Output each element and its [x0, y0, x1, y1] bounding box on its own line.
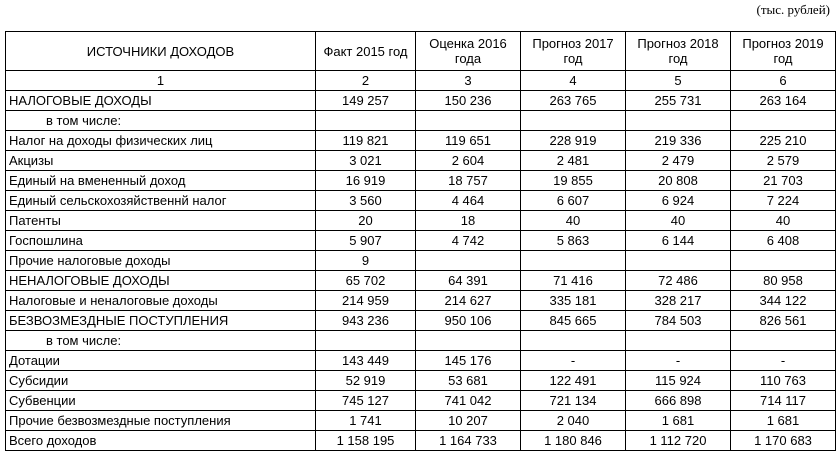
table-cell: 115 924: [626, 371, 731, 391]
table-cell: [626, 111, 731, 131]
table-cell: [731, 111, 836, 131]
table-row: [6, 251, 836, 271]
table-cell: 2 040: [521, 411, 626, 431]
table-cell: 5 907: [316, 231, 416, 251]
table-cell: -: [521, 351, 626, 371]
table-cell: 20 808: [626, 171, 731, 191]
row-label: Единый на вмененный доход: [6, 171, 316, 191]
table-row: [6, 91, 836, 111]
table-cell: 1 112 720: [626, 431, 731, 451]
table-cell: 228 919: [521, 131, 626, 151]
row-label: в том числе:: [6, 331, 316, 351]
table-cell: 219 336: [626, 131, 731, 151]
row-label: Единый сельскохозяйственнй налог: [6, 191, 316, 211]
table-cell: 72 486: [626, 271, 731, 291]
table-cell: 110 763: [731, 371, 836, 391]
table-cell: 40: [731, 211, 836, 231]
table-cell: 1 158 195: [316, 431, 416, 451]
table-cell: [626, 251, 731, 271]
table-row: [6, 271, 836, 291]
row-label: Субсидии: [6, 371, 316, 391]
table-cell: 143 449: [316, 351, 416, 371]
table-cell: 2 481: [521, 151, 626, 171]
column-header: ИСТОЧНИКИ ДОХОДОВ: [6, 32, 316, 71]
row-label: НАЛОГОВЫЕ ДОХОДЫ: [6, 91, 316, 111]
row-label: в том числе:: [6, 111, 316, 131]
table-cell: 335 181: [521, 291, 626, 311]
table-cell: 52 919: [316, 371, 416, 391]
table-row: [6, 191, 836, 211]
column-number: 3: [416, 71, 521, 91]
row-label: Прочие налоговые доходы: [6, 251, 316, 271]
table-cell: 9: [316, 251, 416, 271]
row-label: Госпошлина: [6, 231, 316, 251]
table-cell: [731, 331, 836, 351]
table-row: [6, 291, 836, 311]
table-row: [6, 431, 836, 451]
table-cell: 20: [316, 211, 416, 231]
table-cell: 18: [416, 211, 521, 231]
row-label: НЕНАЛОГОВЫЕ ДОХОДЫ: [6, 271, 316, 291]
table-cell: 1 180 846: [521, 431, 626, 451]
table-cell: 119 651: [416, 131, 521, 151]
table-cell: 943 236: [316, 311, 416, 331]
table-cell: 950 106: [416, 311, 521, 331]
row-label: Субвенции: [6, 391, 316, 411]
table-cell: [521, 111, 626, 131]
table-cell: 6 144: [626, 231, 731, 251]
table-cell: 40: [521, 211, 626, 231]
column-number: 4: [521, 71, 626, 91]
table-row: [6, 391, 836, 411]
table-cell: 5 863: [521, 231, 626, 251]
row-label: Дотации: [6, 351, 316, 371]
table-row: [6, 311, 836, 331]
table-cell: 18 757: [416, 171, 521, 191]
table-cell: 53 681: [416, 371, 521, 391]
column-number: 1: [6, 71, 316, 91]
header-row: [6, 32, 836, 71]
row-label: Акцизы: [6, 151, 316, 171]
table-cell: 328 217: [626, 291, 731, 311]
table-cell: 1 681: [626, 411, 731, 431]
table-cell: 3 560: [316, 191, 416, 211]
column-number-row: [6, 71, 836, 91]
table-cell: 64 391: [416, 271, 521, 291]
table-cell: 1 164 733: [416, 431, 521, 451]
column-header: Прогноз 2019 год: [731, 32, 836, 71]
table-cell: 741 042: [416, 391, 521, 411]
table-cell: 10 207: [416, 411, 521, 431]
table-cell: 1 681: [731, 411, 836, 431]
table-cell: 826 561: [731, 311, 836, 331]
table-cell: 149 257: [316, 91, 416, 111]
table-row: [6, 351, 836, 371]
table-cell: [626, 331, 731, 351]
table-cell: 263 164: [731, 91, 836, 111]
table-row: [6, 151, 836, 171]
table-cell: 214 959: [316, 291, 416, 311]
table-cell: [316, 111, 416, 131]
table-cell: [416, 251, 521, 271]
table-cell: 255 731: [626, 91, 731, 111]
table-cell: 71 416: [521, 271, 626, 291]
table-cell: [731, 251, 836, 271]
row-label: Всего доходов: [6, 431, 316, 451]
table-row: [6, 411, 836, 431]
table-cell: 40: [626, 211, 731, 231]
column-header: Факт 2015 год: [316, 32, 416, 71]
revenue-table: [5, 31, 836, 451]
row-label: БЕЗВОЗМЕЗДНЫЕ ПОСТУПЛЕНИЯ: [6, 311, 316, 331]
table-cell: [521, 331, 626, 351]
table-cell: 344 122: [731, 291, 836, 311]
table-cell: 6 607: [521, 191, 626, 211]
table-cell: 65 702: [316, 271, 416, 291]
table-cell: 714 117: [731, 391, 836, 411]
column-header: Прогноз 2017 год: [521, 32, 626, 71]
table-cell: 119 821: [316, 131, 416, 151]
table-cell: 16 919: [316, 171, 416, 191]
row-label: Налоговые и неналоговые доходы: [6, 291, 316, 311]
table-cell: [416, 331, 521, 351]
column-header: Прогноз 2018 год: [626, 32, 731, 71]
table-cell: 19 855: [521, 171, 626, 191]
table-cell: [416, 111, 521, 131]
row-label: Прочие безвозмездные поступления: [6, 411, 316, 431]
table-cell: 145 176: [416, 351, 521, 371]
column-number: 5: [626, 71, 731, 91]
table-cell: [316, 331, 416, 351]
table-cell: 2 579: [731, 151, 836, 171]
table-cell: [521, 251, 626, 271]
table-cell: 150 236: [416, 91, 521, 111]
table-cell: 721 134: [521, 391, 626, 411]
table-cell: 3 021: [316, 151, 416, 171]
column-header: Оценка 2016 года: [416, 32, 521, 71]
table-cell: 4 464: [416, 191, 521, 211]
row-label: Патенты: [6, 211, 316, 231]
table-cell: 225 210: [731, 131, 836, 151]
row-label: Налог на доходы физических лиц: [6, 131, 316, 151]
table-cell: 6 408: [731, 231, 836, 251]
table-cell: 7 224: [731, 191, 836, 211]
table-cell: 4 742: [416, 231, 521, 251]
table-row: [6, 171, 836, 191]
table-cell: 263 765: [521, 91, 626, 111]
table-cell: 745 127: [316, 391, 416, 411]
table-cell: 845 665: [521, 311, 626, 331]
table-row: [6, 371, 836, 391]
table-cell: 1 170 683: [731, 431, 836, 451]
table-row: [6, 231, 836, 251]
column-number: 6: [731, 71, 836, 91]
table-cell: 666 898: [626, 391, 731, 411]
table-cell: 1 741: [316, 411, 416, 431]
table-row: [6, 211, 836, 231]
table-cell: 214 627: [416, 291, 521, 311]
table-cell: 2 604: [416, 151, 521, 171]
table-row: [6, 331, 836, 351]
table-row: [6, 131, 836, 151]
table-cell: 80 958: [731, 271, 836, 291]
table-cell: 21 703: [731, 171, 836, 191]
table-cell: 6 924: [626, 191, 731, 211]
units-note: (тыс. рублей): [756, 2, 830, 17]
table-cell: 784 503: [626, 311, 731, 331]
column-number: 2: [316, 71, 416, 91]
table-cell: 122 491: [521, 371, 626, 391]
table-cell: -: [731, 351, 836, 371]
table-cell: -: [626, 351, 731, 371]
table-row: [6, 111, 836, 131]
table-cell: 2 479: [626, 151, 731, 171]
